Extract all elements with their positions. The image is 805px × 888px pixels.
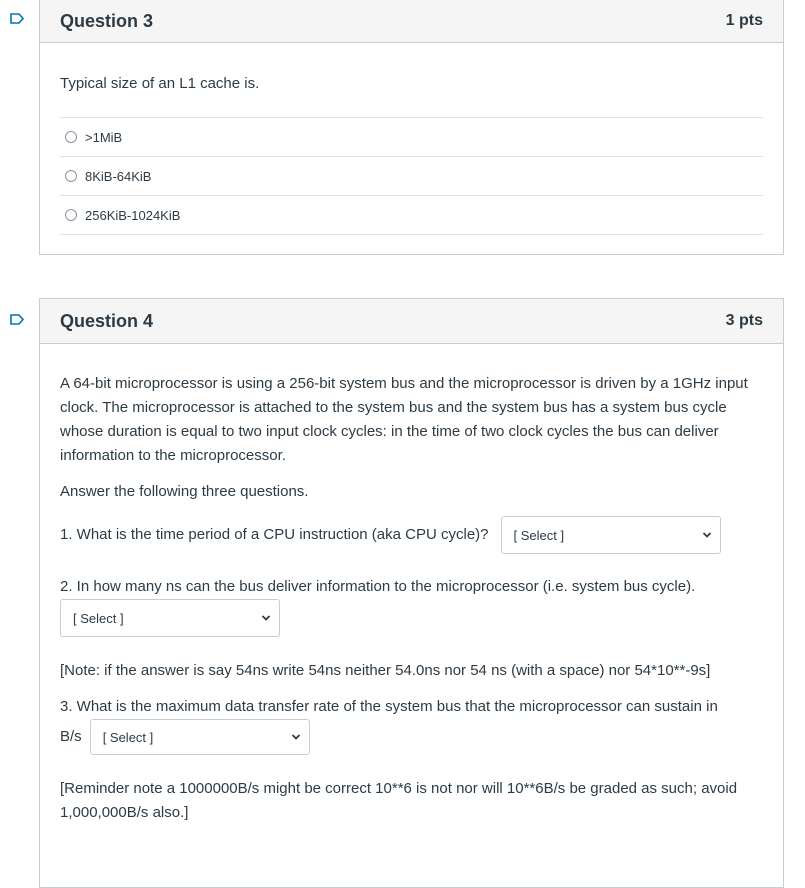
- question-4-intro: A 64-bit microprocessor is using a 256-bit system bus and the microprocessor is driven by a 1GHz input clock. The microprocessor is attached to the system bus and the system bus has a system bus cycle whose duration is equal to two input clock cycles: in the time of two clock cycles the bus can deliver information to the microprocessor.: [60, 375, 748, 464]
- question-4-header: [40, 299, 783, 344]
- chevron-down-icon: [291, 732, 301, 742]
- note-text: [Note: if the answer is say 54ns write 54ns neither 54.0ns nor 54 ns (with a space) nor 54*10**-9s]: [60, 662, 711, 679]
- flag-question-3-icon[interactable]: [10, 13, 24, 24]
- question-4-body: [40, 372, 783, 825]
- select-value: [ Select ]: [73, 610, 124, 626]
- sub-question-2-text: 2. In how many ns can the bus deliver information to the microprocessor (i.e. system bus cycle).: [60, 578, 696, 595]
- question-3-text: Typical size of an L1 cache is.: [60, 75, 260, 92]
- flag-question-4-icon[interactable]: [10, 314, 24, 325]
- radio-button[interactable]: [65, 131, 77, 143]
- question-4-title: Question 4: [60, 310, 154, 331]
- chevron-down-icon: [261, 613, 271, 623]
- sub-question-3: [60, 719, 763, 755]
- question-3-card: [39, 0, 784, 255]
- question-3-points: 1 pts: [725, 12, 763, 29]
- sub-question-3-select[interactable]: [90, 719, 310, 755]
- question-3-header: [40, 0, 783, 43]
- sub-question-3-text: 3. What is the maximum data transfer rate of the system bus that the microprocessor can sustain in: [60, 698, 718, 715]
- answer-option[interactable]: [60, 195, 763, 235]
- chevron-down-icon: [702, 530, 712, 540]
- answer-label: 8KiB-64KiB: [85, 168, 152, 184]
- question-4-card: [39, 298, 784, 888]
- question-3-title: Question 3: [60, 10, 154, 31]
- sub-question-1-text: 1. What is the time period of a CPU instruction (aka CPU cycle)?: [60, 526, 489, 543]
- question-4-points: 3 pts: [725, 312, 763, 329]
- sub-question-1-select[interactable]: [501, 516, 721, 554]
- sub-question-1: [60, 516, 763, 554]
- question-3-answers: [60, 117, 763, 235]
- question-4-instruction: Answer the following three questions.: [60, 483, 309, 500]
- sub-question-3-unit: B/s: [60, 728, 82, 745]
- radio-button[interactable]: [65, 170, 77, 182]
- answer-label: >1MiB: [85, 129, 123, 145]
- select-value: [ Select ]: [513, 527, 565, 543]
- reminder-text: [Reminder note a 1000000B/s might be correct 10**6 is not nor will 10**6B/s be graded as such; avoid 1,000,000B/s also.]: [60, 780, 738, 821]
- sub-question-2-select[interactable]: [60, 599, 280, 637]
- sub-question-2: [60, 599, 763, 637]
- question-3-body: [40, 75, 783, 235]
- answer-option[interactable]: [60, 156, 763, 195]
- answer-option[interactable]: [60, 117, 763, 156]
- answer-label: 256KiB-1024KiB: [85, 207, 181, 223]
- select-value: [ Select ]: [102, 729, 154, 745]
- radio-button[interactable]: [65, 209, 77, 221]
